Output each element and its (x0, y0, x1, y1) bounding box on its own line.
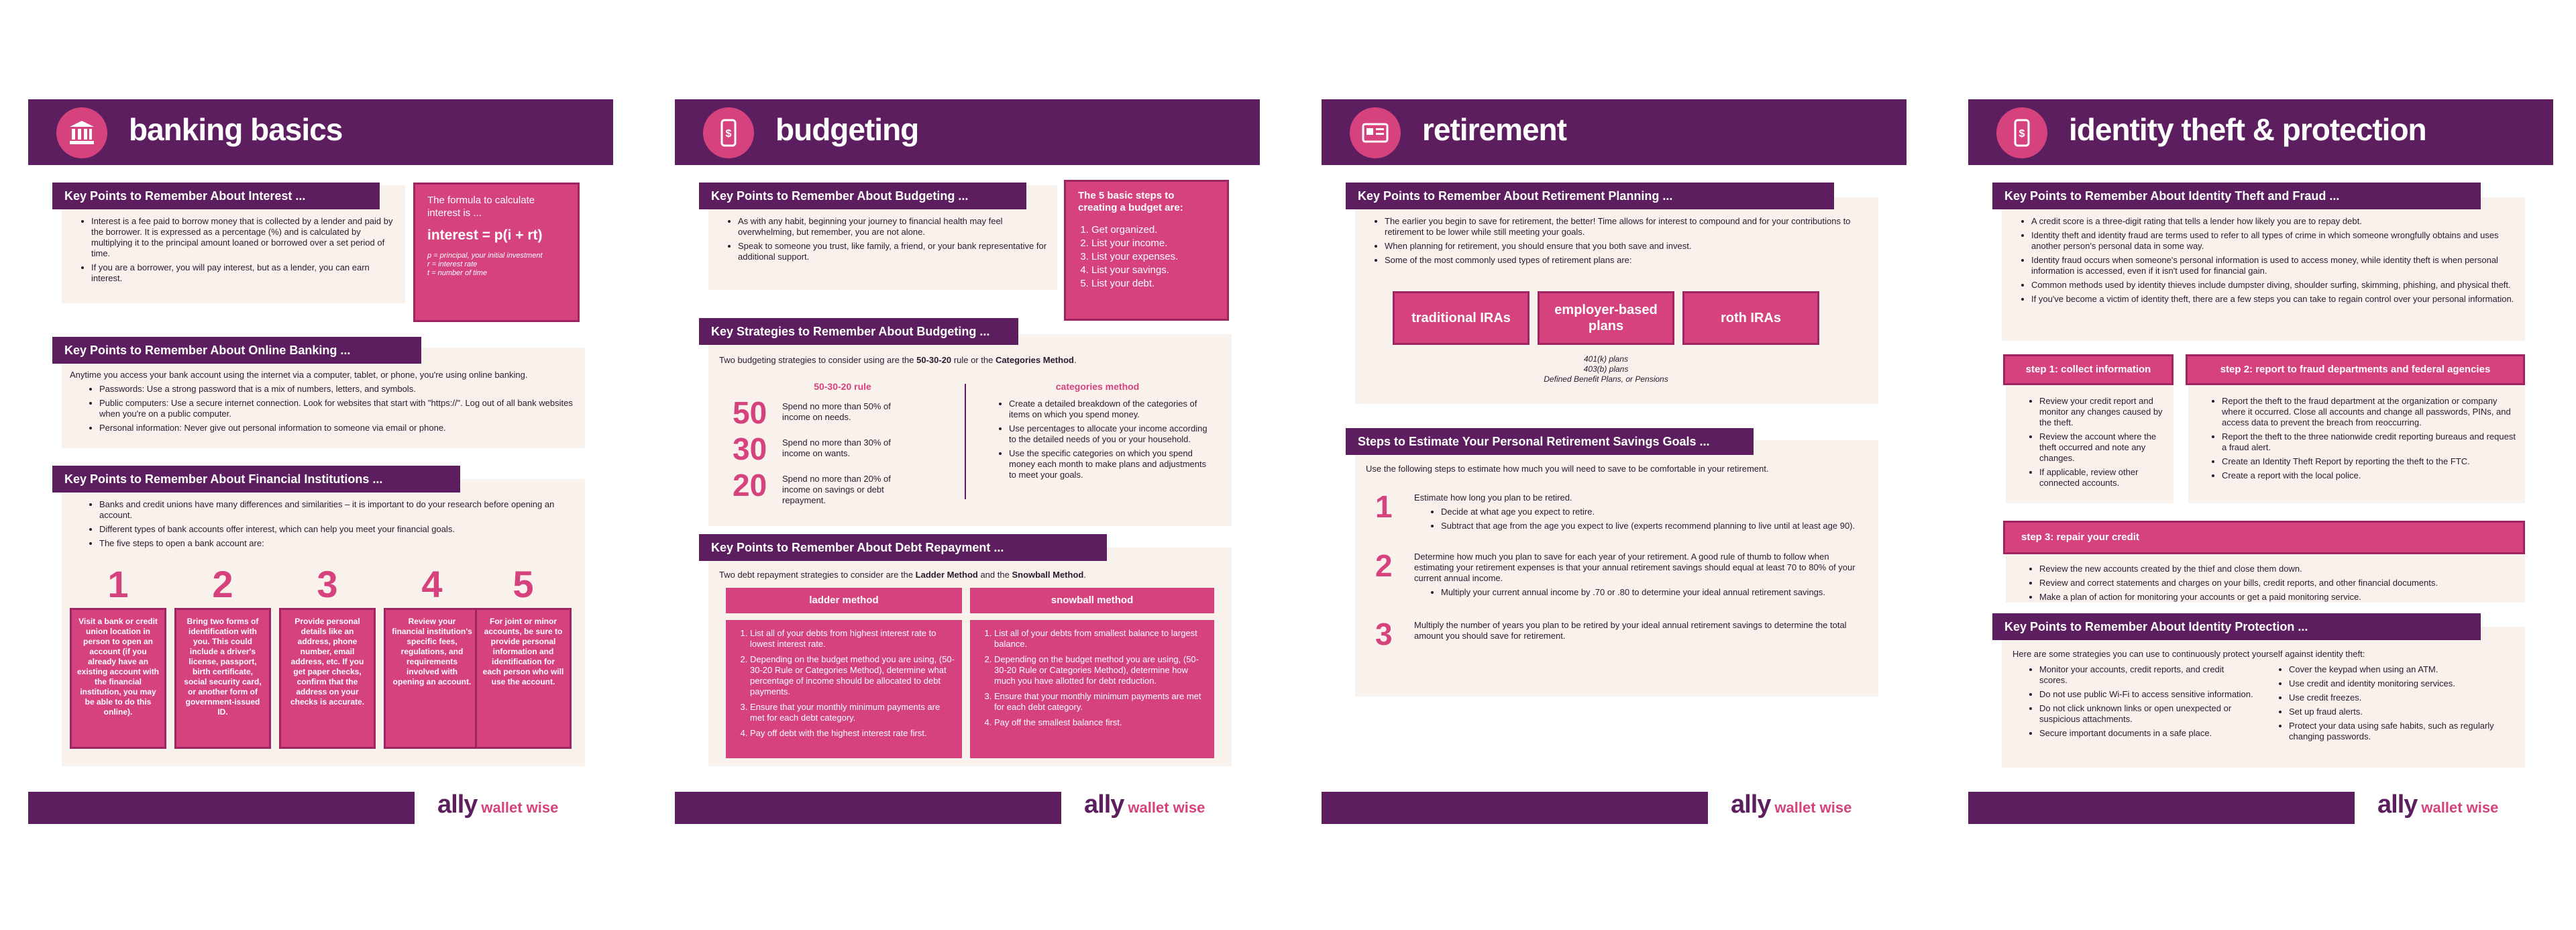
svg-text:$: $ (725, 128, 732, 140)
list-item: • Create a detailed breakdown of the categories of items on which you spend money. (1009, 399, 1210, 420)
rule-number: 50 (733, 395, 767, 430)
divider (965, 384, 966, 499)
page-title: retirement (1422, 112, 1566, 147)
step1-title: step 1: collect information (2003, 354, 2174, 385)
fraud-heading: Key Points to Remember About Identity Theft and Fraud ... (1992, 183, 2481, 209)
phone-dollar-icon (703, 107, 754, 158)
strategies-heading: Key Strategies to Remember About Budgeting ... (699, 318, 1018, 345)
step2-list (2208, 396, 2518, 484)
step2-title: step 2: report to fraud departments and federal agencies (2186, 354, 2525, 385)
footer-bar (28, 792, 415, 824)
goal-step (1414, 493, 1870, 535)
list-item: • Use the specific categories on which you spend money each month to make plans and adjustments to meet your goals. (1009, 448, 1210, 480)
id-card-icon (1350, 107, 1401, 158)
list-item: • When planning for retirement, you should ensure that you both save and invest. (1385, 241, 1872, 252)
goal-step-number: 2 (1375, 548, 1393, 583)
list-item: • Set up fraud alerts. (2289, 707, 2517, 717)
banking-header (28, 99, 613, 165)
goals-intro: Use the following steps to estimate how much you will need to save to be comfortable in your retirement. (1366, 464, 1769, 474)
list-item: • Do not use public Wi-Fi to access sensitive information. (2039, 689, 2254, 700)
step-number: 1 (107, 563, 129, 605)
list-item: • Use percentages to allocate your income according to the detailed needs of you or your household. (1009, 423, 1210, 445)
plan-note: 401(k) plans (1583, 354, 1629, 364)
protection-intro: Here are some strategies you can use to continuously protect yourself against identity theft: (2012, 649, 2365, 659)
plan-notes (1538, 354, 1674, 384)
goal-step-number: 1 (1375, 489, 1393, 524)
list-item: • Create an Identity Theft Report by reporting the theft to the FTC. (2222, 456, 2518, 467)
list-item: • A credit score is a three-digit rating that tells a lender how likely you are to repay debt. (2031, 216, 2518, 227)
list-item: • Secure important documents in a safe place. (2039, 728, 2254, 739)
online-banking-list (86, 384, 580, 437)
list-item: 2. List your income. (1091, 237, 1215, 250)
step3-title: step 3: repair your credit (2003, 521, 2525, 554)
goal-step-text: Determine how much you plan to save for each year of your retirement. A good rule of thumb to follow when estimating your retirement expenses is that your annual retirement savings should equal at least 70 to 80% of your current annual income. (1414, 552, 1856, 583)
list-item: • Multiply your current annual income by .70 or .80 to determine your ideal annual retirement savings. (1441, 587, 1870, 598)
rule-number: 20 (733, 468, 767, 503)
list-item: • If you've become a victim of identity theft, there are a few steps you can take to regain control over your personal information. (2031, 294, 2518, 305)
protection-heading: Key Points to Remember About Identity Protection ... (1992, 613, 2481, 640)
list-item: • The earlier you begin to save for retirement, the better! Time allows for interest to compound and for your contributions to retirement to be lower while still meeting your goals. (1385, 216, 1872, 238)
snowball-title: snowball method (970, 588, 1214, 613)
protection-list-right (2275, 664, 2517, 745)
list-item: • Use credit and identity monitoring services. (2289, 678, 2517, 689)
page-title: identity theft & protection (2069, 112, 2426, 147)
bank-icon (56, 107, 107, 158)
ally-wallet-wise-logo: ally wallet wise (437, 790, 559, 819)
budgeting-points-heading: Key Points to Remember About Budgeting ... (699, 183, 1026, 209)
step-number: 3 (317, 563, 338, 605)
plan-card: roth IRAs (1682, 291, 1819, 345)
categories-title: categories method (1055, 381, 1140, 392)
goals-heading: Steps to Estimate Your Personal Retirement Savings Goals ... (1346, 428, 1754, 455)
page-title: budgeting (775, 112, 919, 147)
step-card: Bring two forms of identification with you. This could include a driver's license, passport, birth certificate, social security card, or another form of government-issued ID. (174, 608, 271, 749)
step-card: Visit a bank or credit union location in person to open an account (if you already have an existing account with the financial institution, you may be able to do this online). (70, 608, 166, 749)
formula-intro: The formula to calculate interest is ... (427, 195, 535, 219)
list-item: • Do not click unknown links or open unexpected or suspicious attachments. (2039, 703, 2254, 725)
fraud-list (2018, 216, 2518, 308)
rule-text: Spend no more than 50% of income on needs. (782, 401, 891, 422)
snowball-steps (977, 628, 1208, 728)
list-item: • Monitor your accounts, credit reports, and credit scores. (2039, 664, 2254, 686)
step-number: 4 (421, 563, 443, 605)
list-item: • Use credit freezes. (2289, 692, 2517, 703)
rule-text: Spend no more than 30% of income on wants. (782, 437, 891, 458)
rule-title: 50-30-20 rule (814, 381, 871, 392)
ladder-box (726, 620, 962, 758)
interest-formula-card (413, 183, 580, 322)
list-item: 4. Pay off the smallest balance first. (994, 717, 1208, 728)
online-banking-intro: Anytime you access your bank account using the internet via a computer, tablet, or phone, you're using online banking. (70, 370, 528, 380)
list-item: • Common methods used by identity thieves include dumpster diving, shoulder surfing, skimming, phishing, and physical theft. (2031, 280, 2518, 291)
list-item: 3. List your expenses. (1091, 250, 1215, 264)
list-item: • Personal information: Never give out personal information to someone via email or phone. (99, 423, 580, 433)
list-item: • If applicable, review other connected accounts. (2039, 467, 2167, 488)
list-item: • Protect your data using safe habits, such as regularly changing passwords. (2289, 721, 2517, 742)
protection-list-left (2026, 664, 2254, 742)
list-item: • Different types of bank accounts offer interest, which can help you meet your financial goals. (99, 524, 573, 535)
banking-basics-panel (28, 99, 613, 825)
svg-text:$: $ (2019, 128, 2025, 140)
step-number: 2 (212, 563, 233, 605)
step1-list (2026, 396, 2167, 492)
online-banking-heading: Key Points to Remember About Online Banking ... (52, 337, 421, 364)
ladder-steps (733, 628, 955, 739)
rule-text: Spend no more than 20% of income on savings or debt repayment. (782, 474, 891, 505)
formula-legend-item: r = interest rate (427, 260, 478, 268)
planning-list (1371, 216, 1872, 269)
step-card: Review your financial institution's specific fees, regulations, and requirements involved with opening an account. (384, 608, 480, 749)
list-item: • Cover the keypad when using an ATM. (2289, 664, 2517, 675)
debt-heading: Key Points to Remember About Debt Repayment ... (699, 534, 1107, 561)
list-item: 1. List all of your debts from smallest balance to largest balance. (994, 628, 1208, 650)
snowball-box (970, 620, 1214, 758)
footer-bar (1322, 792, 1708, 824)
footer-bar (1968, 792, 2355, 824)
list-item: 2. Depending on the budget method you are using, (50-30-20 Rule or Categories Method), determine how much you have allotted for debt reduction. (994, 654, 1208, 686)
step-number: 5 (513, 563, 534, 605)
list-item: 1. List all of your debts from highest interest rate to lowest interest rate. (750, 628, 955, 650)
list-item: 1. Get organized. (1091, 223, 1215, 237)
goal-step (1414, 552, 1870, 601)
budget-steps-list (1078, 223, 1215, 291)
list-item: • Create a report with the local police. (2222, 470, 2518, 481)
institutions-heading: Key Points to Remember About Financial Institutions ... (52, 466, 460, 493)
debt-intro: Two debt repayment strategies to consider are the Ladder Method and the Snowball Method. (719, 570, 1086, 580)
list-item: • Review your credit report and monitor any changes caused by the theft. (2039, 396, 2167, 428)
goal-step-text: Estimate how long you plan to be retired. (1414, 493, 1572, 503)
phone-dollar-icon (1996, 107, 2047, 158)
list-item: 3. Ensure that your monthly minimum payments are met for each debt category. (994, 691, 1208, 713)
budgeting-panel (675, 99, 1260, 825)
step-card: Provide personal details like an address, phone number, email address, etc. If you get paper checks, confirm that the address on your checks is accurate. (279, 608, 376, 749)
interest-list (78, 216, 398, 287)
step3-list (2026, 564, 2518, 606)
list-item: • Banks and credit unions have many differences and similarities – it is important to do your research before opening an account. (99, 499, 573, 521)
list-item: • The five steps to open a bank account are: (99, 538, 573, 549)
list-item: 5. List your debt. (1091, 277, 1215, 291)
planning-heading: Key Points to Remember About Retirement Planning ... (1346, 183, 1834, 209)
budgeting-points-list (724, 216, 1051, 266)
goal-substeps (1414, 507, 1870, 531)
list-item: • Report the theft to the three nationwide credit reporting bureaus and request a fraud alert. (2222, 431, 2518, 453)
ladder-title: ladder method (726, 588, 962, 613)
plan-note: 403(b) plans (1583, 364, 1629, 374)
goal-step-text: Multiply the number of years you plan to be retired by your ideal annual retirement savings to determine the total amount you should save for retirement. (1414, 620, 1847, 641)
budgeting-header (675, 99, 1260, 165)
retirement-panel (1322, 99, 1907, 825)
list-item: • Some of the most commonly used types of retirement plans are: (1385, 255, 1872, 266)
rule-number: 30 (733, 431, 767, 466)
formula-legend-item: t = number of time (427, 269, 487, 277)
step-card: For joint or minor accounts, be sure to provide personal information and identification for each person who will use the account. (475, 608, 572, 749)
list-item: • Review the account where the theft occurred and note any changes. (2039, 431, 2167, 464)
list-item: • Speak to someone you trust, like family, a friend, or your bank representative for additional support. (738, 241, 1051, 262)
list-item: • Report the theft to the fraud department at the organization or company where it occurred. Close all accounts and change all passwords, PINs, and access data to prevent the breach from reoccurring. (2222, 396, 2518, 428)
identity-theft-panel (1968, 99, 2553, 825)
list-item: 2. Depending on the budget method you are using, (50-30-20 Rule or Categories Method), determine what percentage of income should be allocated to debt payments. (750, 654, 955, 697)
list-item: • If you are a borrower, you will pay interest, but as a lender, you can earn interest. (91, 262, 398, 284)
list-item: • As with any habit, beginning your journey to financial health may feel overwhelming, but remember, you are not alone. (738, 216, 1051, 238)
list-item: • Review and correct statements and charges on your bills, credit reports, and other financial documents. (2039, 578, 2518, 588)
list-item: 4. List your savings. (1091, 264, 1215, 277)
strategies-intro: Two budgeting strategies to consider using are the 50-30-20 rule or the Categories Method. (719, 355, 1077, 365)
list-item: • Identity fraud occurs when someone's personal information is used to access money, while identity theft is when personal information is accessed, even if it isn't used for financial gain. (2031, 255, 2518, 276)
formula-legend-item: p = principal, your initial investment (427, 252, 543, 260)
list-item: • Interest is a fee paid to borrow money that is collected by a lender and paid by the borrower. It is expressed as a percentage (%) and is calculated by multiplying it to the principal amount loaned or borrowed over a set period of time. (91, 216, 398, 259)
goal-step-number: 3 (1375, 617, 1393, 652)
interest-heading: Key Points to Remember About Interest ... (52, 183, 380, 209)
list-item: • Subtract that age from the age you expect to live (experts recommend planning to live until at least age 90). (1441, 521, 1870, 531)
list-item: 3. Ensure that your monthly minimum payments are met for each debt category. (750, 702, 955, 723)
list-item: • Public computers: Use a secure internet connection. Look for websites that start with "https://". Log out of all bank websites when you're on a public computer. (99, 398, 580, 419)
categories-list (996, 399, 1210, 484)
ally-wallet-wise-logo: ally wallet wise (2377, 790, 2499, 819)
plan-note: Defined Benefit Plans, or Pensions (1544, 374, 1668, 384)
list-item: • Make a plan of action for monitoring your accounts or get a paid monitoring service. (2039, 592, 2518, 603)
list-item: 4. Pay off debt with the highest interest rate first. (750, 728, 955, 739)
ally-wallet-wise-logo: ally wallet wise (1084, 790, 1205, 819)
list-item: • Decide at what age you expect to retire. (1441, 507, 1870, 517)
ally-wallet-wise-logo: ally wallet wise (1731, 790, 1852, 819)
plan-card: traditional IRAs (1393, 291, 1529, 345)
page-title: banking basics (129, 112, 343, 147)
list-item: • Review the new accounts created by the thief and close them down. (2039, 564, 2518, 574)
list-item: • Passwords: Use a strong password that is a mix of numbers, letters, and symbols. (99, 384, 580, 395)
institutions-list (86, 499, 573, 552)
retirement-header (1322, 99, 1907, 165)
formula: interest = p(i + rt) (427, 227, 543, 243)
budget-steps-card (1064, 180, 1229, 321)
identity-header (1968, 99, 2553, 165)
list-item: • Identity theft and identity fraud are terms used to refer to all types of crime in which someone wrongfully obtains and uses another person's personal data in some way. (2031, 230, 2518, 252)
plan-card: employer-based plans (1538, 291, 1674, 345)
footer-bar (675, 792, 1061, 824)
goal-substeps (1414, 587, 1870, 598)
budget-steps-title: The 5 basic steps to creating a budget are: (1078, 190, 1183, 213)
